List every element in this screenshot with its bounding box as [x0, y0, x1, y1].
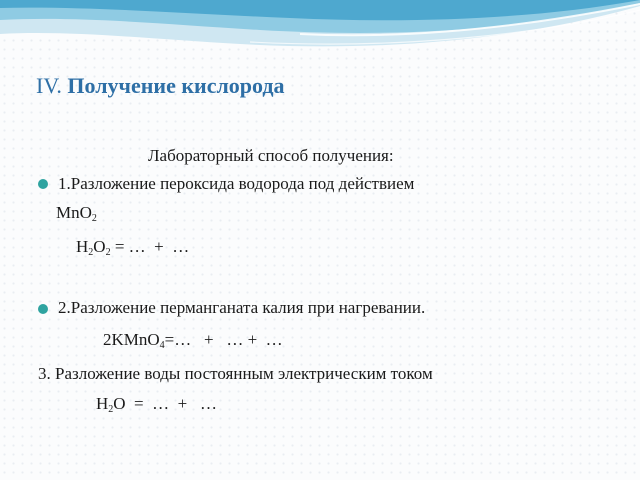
- item3-eq-h: H: [96, 394, 109, 413]
- slide-title: [36, 73, 285, 99]
- title-heading: Получение кислорода: [67, 73, 285, 98]
- item1-eq-sub2: 2: [105, 247, 111, 258]
- item1-text: 1.Разложение пероксида водорода под действием: [58, 174, 415, 193]
- item1-catalyst: [56, 203, 97, 223]
- item2-text: 2.Разложение перманганата калия при нагревании.: [58, 298, 426, 317]
- item3-eq-sub: 2: [108, 404, 114, 415]
- item1-catalyst-sub: 2: [91, 213, 97, 224]
- item1-eq-sub1: 2: [88, 247, 94, 258]
- item2-eq-rest: =… + … + …: [164, 330, 283, 349]
- item2-eq-sub: 4: [159, 340, 165, 351]
- item1-eq-rest: = … + …: [110, 237, 190, 256]
- item1-catalyst-formula: MnO: [56, 203, 92, 222]
- item3-equation: [96, 394, 217, 414]
- item3-eq-rest: O = … + …: [113, 394, 217, 413]
- item1-eq-h: H: [76, 237, 89, 256]
- title-numeral: IV.: [36, 73, 62, 98]
- item1-equation: [76, 237, 189, 257]
- item3-text: 3. Разложение воды постоянным электрическим током: [38, 364, 433, 383]
- header-wave-decoration: [0, 0, 640, 70]
- item1-eq-o: O: [93, 237, 106, 256]
- item2-equation: [103, 330, 283, 350]
- bullet-1: [38, 179, 48, 189]
- item2-eq-main: 2KMnO: [103, 330, 160, 349]
- bullet-2: [38, 304, 48, 314]
- subtitle: Лабораторный способ получения:: [148, 146, 394, 165]
